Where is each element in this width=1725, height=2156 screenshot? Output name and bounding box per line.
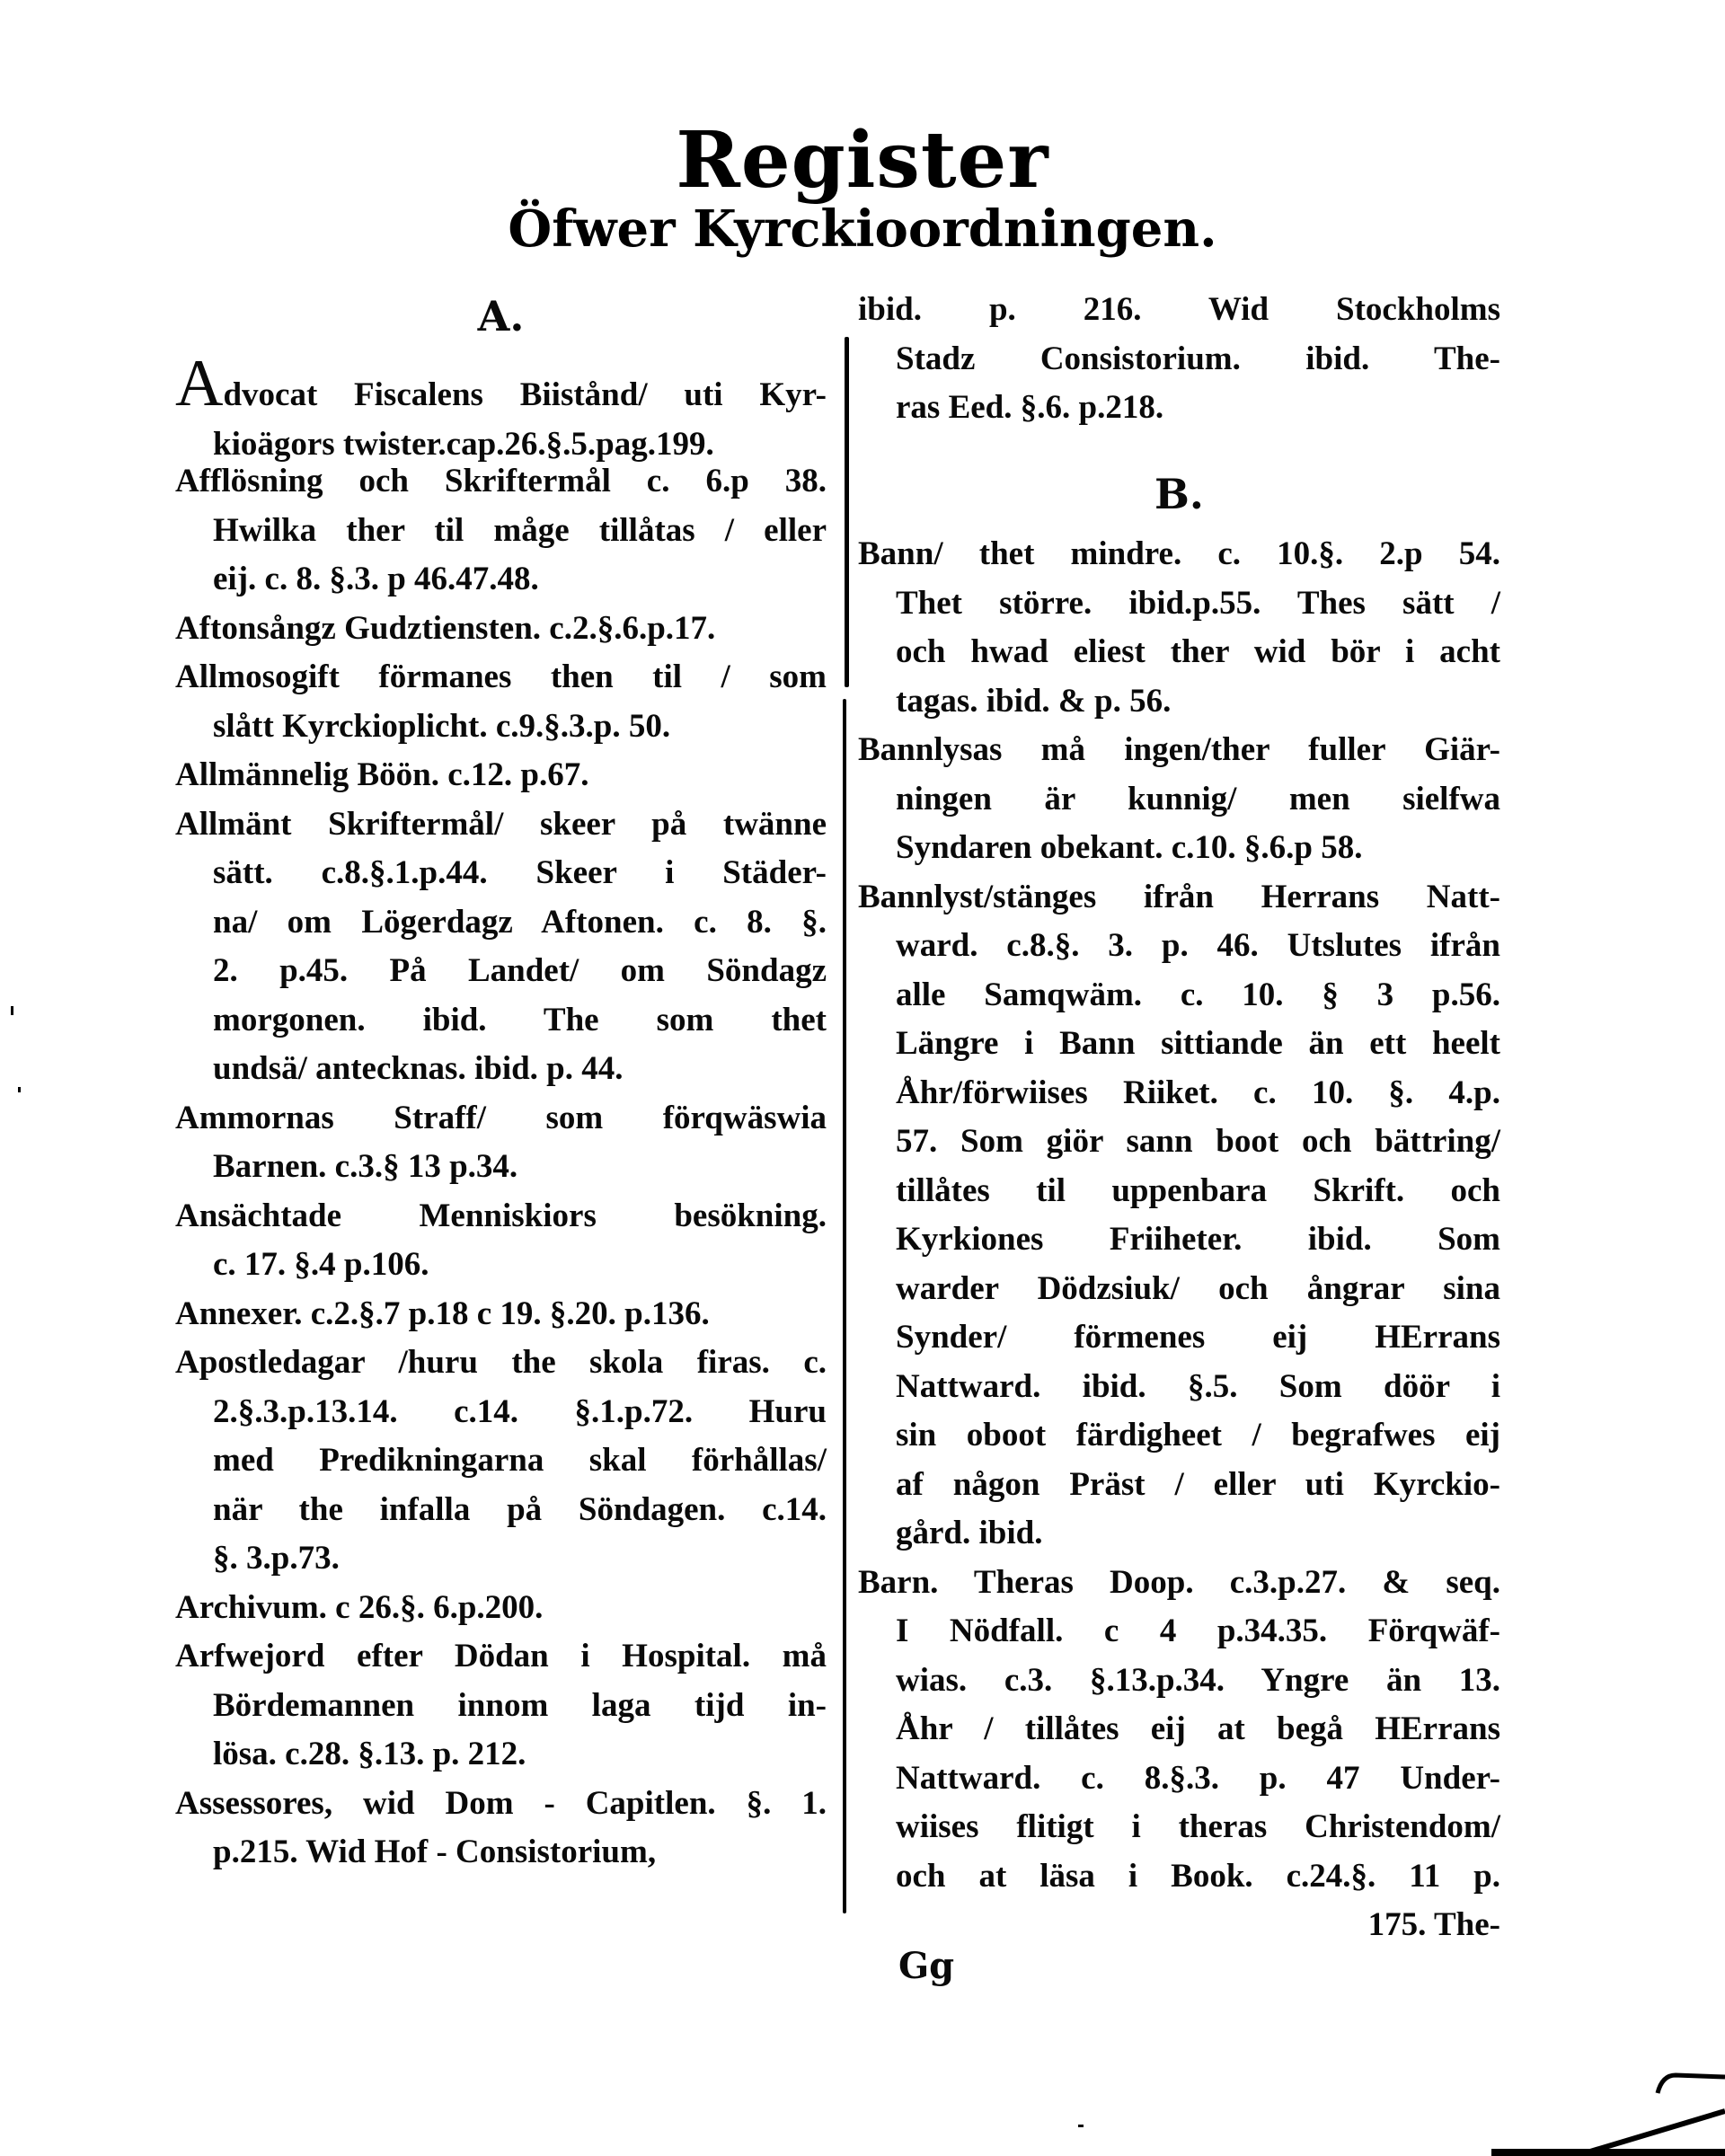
entry-headword-line xyxy=(175,347,827,420)
index-entry xyxy=(175,1094,827,1192)
entry-continuation-line xyxy=(858,1852,1500,1902)
entry-text: c. 17. §.4 p.106. xyxy=(213,1246,429,1283)
entry-continuation-line xyxy=(175,555,827,605)
entry-text: Hwilka ther til måge tillåtas / eller xyxy=(213,511,827,549)
entry-text: Arfwejord efter Dödan i Hospital. må xyxy=(175,1638,827,1674)
entry-continuation-line xyxy=(858,628,1500,677)
signature-mark: Gg xyxy=(898,1945,955,1987)
entry-text: gård. ibid. xyxy=(896,1515,1043,1551)
entry-continuation-line xyxy=(175,1534,827,1584)
entry-continuation-line xyxy=(858,1411,1500,1461)
entry-headword-line xyxy=(175,1780,827,1829)
entry-text: Barn. Theras Doop. c.3.p.27. & seq. xyxy=(858,1563,1500,1601)
entry-headword-line xyxy=(175,1192,827,1241)
entry-text: slått Kyrckioplicht. c.9.§.3.p. 50. xyxy=(213,707,671,745)
entry-continuation-line xyxy=(858,1754,1500,1804)
entry-text: I Nödfall. c 4 p.34.35. Förqwäf- xyxy=(896,1613,1500,1649)
entry-text: 57. Som giör sann boot och bättring/ xyxy=(896,1123,1500,1160)
entry-continuation-line xyxy=(858,1167,1500,1216)
entry-text: och at läsa i Book. c.24.§. 11 p. xyxy=(896,1857,1500,1895)
entry-text: kioägors twister.cap.26.§.5.pag.199. xyxy=(213,425,714,463)
entry-text: Barnen. c.3.§ 13 p.34. xyxy=(213,1148,518,1185)
entry-continuation-line xyxy=(175,1143,827,1192)
entry-headword-line xyxy=(175,1339,827,1388)
entry-continuation-line xyxy=(175,1486,827,1535)
entry-text: 175. The- xyxy=(1367,1906,1500,1943)
entry-headword-line xyxy=(175,800,827,850)
entry-text: när the infalla på Söndagen. c.14. xyxy=(213,1490,827,1528)
entry-text: Afflösning och Skriftermål c. 6.p 38. xyxy=(175,463,827,499)
entry-headword-line xyxy=(175,653,827,702)
index-entry xyxy=(858,286,1500,433)
entry-continuation-line xyxy=(858,1803,1500,1852)
entry-text: wiises flitigt i theras Christendom/ xyxy=(896,1808,1500,1845)
entry-text: Aftonsångz Gudztiensten. c.2.§.6.p.17. xyxy=(175,609,716,647)
scan-speck xyxy=(1078,2125,1084,2127)
entry-text: undsä/ antecknas. ibid. p. 44. xyxy=(213,1050,624,1087)
entry-text: Archivum. c 26.§. 6.p.200. xyxy=(175,1588,544,1626)
index-entry xyxy=(175,605,827,654)
entry-text: Assessores, wid Dom - Capitlen. §. 1. xyxy=(175,1784,827,1822)
entry-headword-line xyxy=(175,1584,827,1633)
entry-text: Nattward. ibid. §.5. Som döör i xyxy=(896,1367,1500,1405)
entry-text: Bann/ thet mindre. c. 10.§. 2.p 54. xyxy=(858,535,1500,572)
entry-headword-line xyxy=(175,751,827,800)
entry-headword-line xyxy=(175,457,827,507)
index-entry xyxy=(175,347,827,469)
entry-text: Thet större. ibid.p.55. Thes sätt / xyxy=(896,584,1500,622)
entry-text: Nattward. c. 8.§.3. p. 47 Under- xyxy=(896,1759,1500,1797)
entry-text: Bördemannen innom laga tijd in- xyxy=(213,1686,827,1724)
entry-text: Allmännelig Böön. c.12. p.67. xyxy=(175,756,589,793)
column-divider-upper xyxy=(845,337,849,687)
index-entry xyxy=(858,873,1500,1559)
index-entry xyxy=(175,1339,827,1584)
entry-continuation-line xyxy=(858,922,1500,971)
scan-speck xyxy=(11,1006,13,1015)
entry-headword-line xyxy=(858,873,1500,923)
entry-text: Apostledagar /huru the skola firas. c. xyxy=(175,1344,827,1381)
entry-text: Bannlyst/stänges ifrån Herrans Natt- xyxy=(858,878,1500,915)
entry-continuation-line xyxy=(175,1241,827,1290)
entry-text: na/ om Lögerdagz Aftonen. c. 8. §. xyxy=(213,903,827,941)
entry-text: dvocat Fiscalens Biistånd/ uti Kyr- xyxy=(223,376,827,413)
entry-text: eij. c. 8. §.3. p 46.47.48. xyxy=(213,561,539,597)
entry-continuation-line xyxy=(858,1705,1500,1754)
entry-text: med Predikningarna skal förhållas/ xyxy=(213,1442,827,1479)
entry-text: morgonen. ibid. The som thet xyxy=(213,1001,827,1038)
index-entry xyxy=(175,1584,827,1633)
index-entry xyxy=(175,1780,827,1878)
entry-continuation-line xyxy=(175,1828,827,1878)
entry-headword-line xyxy=(175,1290,827,1339)
entry-text: Bannlysas må ingen/ther fuller Giär- xyxy=(858,731,1500,768)
entry-text: ras Eed. §.6. p.218. xyxy=(896,389,1164,426)
index-entry xyxy=(175,457,827,605)
entry-text: ward. c.8.§. 3. p. 46. Utslutes ifrån xyxy=(896,927,1500,964)
entry-continuation-line xyxy=(175,1045,827,1094)
entry-continuation-line xyxy=(858,1363,1500,1412)
catchword xyxy=(858,1901,1500,1950)
column-divider-lower xyxy=(843,699,846,1913)
entry-text: alle Samqwäm. c. 10. § 3 p.56. xyxy=(896,976,1500,1013)
entry-continuation-line xyxy=(858,824,1500,873)
entry-continuation-line xyxy=(175,1436,827,1486)
entry-headword-line xyxy=(175,605,827,654)
entry-text: sätt. c.8.§.1.p.44. Skeer i Städer- xyxy=(213,854,827,891)
scan-speck xyxy=(18,1087,21,1092)
entry-text: §. 3.p.73. xyxy=(213,1540,340,1577)
page-corner-fold xyxy=(1491,2021,1725,2156)
entry-text: Ammornas Straff/ som förqwäswia xyxy=(175,1099,827,1136)
section-letter-b: B. xyxy=(1154,470,1204,518)
entry-text: 2.§.3.p.13.14. c.14. §.1.p.72. Huru xyxy=(213,1392,827,1430)
entry-text: tillåtes til uppenbara Skrift. och xyxy=(896,1171,1500,1209)
index-entry xyxy=(175,653,827,751)
entry-headword-line xyxy=(858,286,1500,335)
entry-continuation-line xyxy=(858,1657,1500,1706)
entry-continuation-line xyxy=(175,507,827,556)
entry-continuation-line xyxy=(858,1118,1500,1167)
section-letter-a: A. xyxy=(477,292,525,340)
entry-continuation-line xyxy=(858,1215,1500,1265)
entry-text: af någon Präst / eller uti Kyrckio- xyxy=(896,1465,1500,1503)
entry-text: Kyrkiones Friiheter. ibid. Som xyxy=(896,1221,1500,1258)
entry-text: warder Dödzsiuk/ och ångrar sina xyxy=(896,1269,1500,1307)
entry-headword-line xyxy=(175,1094,827,1144)
entry-continuation-line xyxy=(858,1509,1500,1559)
entry-continuation-line xyxy=(858,1069,1500,1118)
index-entry xyxy=(175,800,827,1094)
entry-continuation-line xyxy=(858,1020,1500,1069)
entry-text: sin oboot färdigheet / begrafwes eij xyxy=(896,1417,1500,1454)
entry-text: Stadz Consistorium. ibid. The- xyxy=(896,340,1500,377)
entry-continuation-line xyxy=(175,1682,827,1731)
entry-continuation-line xyxy=(858,775,1500,825)
entry-continuation-line xyxy=(175,849,827,898)
index-entry xyxy=(858,726,1500,873)
entry-text: Åhr/förwiises Riiket. c. 10. §. 4.p. xyxy=(896,1074,1500,1111)
entry-headword-line xyxy=(858,530,1500,579)
entry-headword-line xyxy=(175,1632,827,1682)
index-entry xyxy=(175,1632,827,1780)
entry-text: p.215. Wid Hof - Consistorium, xyxy=(213,1833,657,1870)
entry-text: wias. c.3. §.13.p.34. Yngre än 13. xyxy=(896,1661,1500,1699)
entry-text: ningen är kunnig/ men sielfwa xyxy=(896,780,1500,817)
entry-continuation-line xyxy=(858,1313,1500,1363)
entry-continuation-line xyxy=(858,1265,1500,1314)
drop-cap: A xyxy=(175,347,224,420)
entry-continuation-line xyxy=(175,1730,827,1780)
page-title: Register xyxy=(676,115,1049,206)
entry-text: Åhr / tillåtes eij at begå HErrans xyxy=(896,1710,1500,1747)
entry-text: Synder/ förmenes eij HErrans xyxy=(896,1319,1500,1356)
entry-text: Längre i Bann sittiande än ett heelt xyxy=(896,1025,1500,1062)
page-subtitle: Öfwer Kyrckioordningen. xyxy=(508,199,1217,259)
index-entry xyxy=(175,1290,827,1339)
index-entry xyxy=(175,751,827,800)
entry-continuation-line xyxy=(175,702,827,752)
entry-continuation-line xyxy=(858,1607,1500,1657)
entry-continuation-line xyxy=(175,1388,827,1437)
entry-text: Ansächtade Menniskiors besökning. xyxy=(175,1197,827,1234)
entry-continuation-line xyxy=(858,971,1500,1021)
index-entry xyxy=(858,1559,1500,1950)
entry-text: och hwad eliest ther wid bör i acht xyxy=(896,633,1500,670)
entry-text: Allmänt Skriftermål/ skeer på twänne xyxy=(175,805,827,843)
entry-continuation-line xyxy=(175,898,827,948)
entry-text: Annexer. c.2.§.7 p.18 c 19. §.20. p.136. xyxy=(175,1294,710,1332)
entry-continuation-line xyxy=(858,579,1500,629)
entry-continuation-line xyxy=(175,996,827,1046)
index-entry xyxy=(858,530,1500,726)
entry-headword-line xyxy=(858,1559,1500,1608)
entry-continuation-line xyxy=(858,677,1500,727)
index-entry xyxy=(175,1192,827,1290)
entry-text: ibid. p. 216. Wid Stockholms xyxy=(858,291,1500,328)
entry-text: tagas. ibid. & p. 56. xyxy=(896,682,1172,720)
entry-continuation-line xyxy=(858,384,1500,433)
entry-text: lösa. c.28. §.13. p. 212. xyxy=(213,1736,526,1772)
entry-headword-line xyxy=(858,726,1500,775)
entry-continuation-line xyxy=(858,335,1500,384)
entry-text: Syndaren obekant. c.10. §.6.p 58. xyxy=(896,829,1363,866)
entry-text: Allmosogift förmanes then til / som xyxy=(175,658,827,695)
entry-continuation-line xyxy=(858,1461,1500,1510)
entry-continuation-line xyxy=(175,947,827,996)
entry-text: 2. p.45. På Landet/ om Söndagz xyxy=(213,952,827,989)
